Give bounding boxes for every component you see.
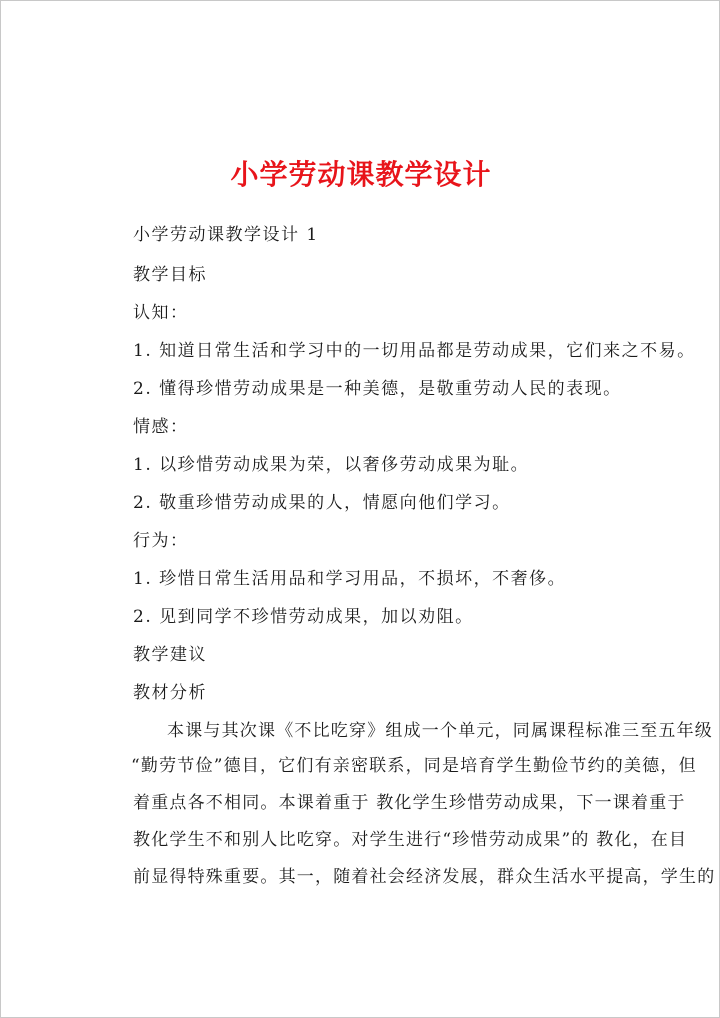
body-text-line: 教化学生不和别人比吃穿。对学生进行“珍惜劳动成果”的 教化，在目 [133,830,688,850]
subtitle: 小学劳动课教学设计 1 [133,225,319,245]
list-item: 1. 珍惜日常生活用品和学习用品，不损坏，不奢侈。 [133,569,567,589]
list-item: 1. 知道日常生活和学习中的一切用品都是劳动成果，它们来之不易。 [133,341,696,361]
list-item: 2. 见到同学不珍惜劳动成果，加以劝阻。 [133,607,474,627]
section-heading: 教学建议 [133,645,207,665]
subsection-heading: 行为： [133,531,189,551]
body-text-line: “勤劳节俭”德目，它们有亲密联系，同是培育学生勤俭节约的美德，但 [131,756,697,776]
document-title: 小学劳动课教学设计 [230,158,492,191]
list-item: 2. 敬重珍惜劳动成果的人，情愿向他们学习。 [133,493,511,513]
subsection-heading: 情感： [133,417,189,437]
subsection-heading: 认知： [133,303,189,323]
subsection-heading: 教材分析 [133,683,207,703]
body-text-line: 本课与其次课《不比吃穿》组成一个单元，同属课程标准三至五年级 [167,721,713,741]
section-heading: 教学目标 [133,265,207,285]
body-text-line: 前显得特殊重要。其一，随着社会经济发展，群众生活水平提高，学生的 [133,867,716,887]
list-item: 1. 以珍惜劳动成果为荣，以奢侈劳动成果为耻。 [133,455,530,475]
list-item: 2. 懂得珍惜劳动成果是一种美德，是敬重劳动人民的表现。 [133,379,622,399]
body-text-line: 着重点各不相同。本课着重于 教化学生珍惜劳动成果，下一课着重于 [133,793,686,813]
